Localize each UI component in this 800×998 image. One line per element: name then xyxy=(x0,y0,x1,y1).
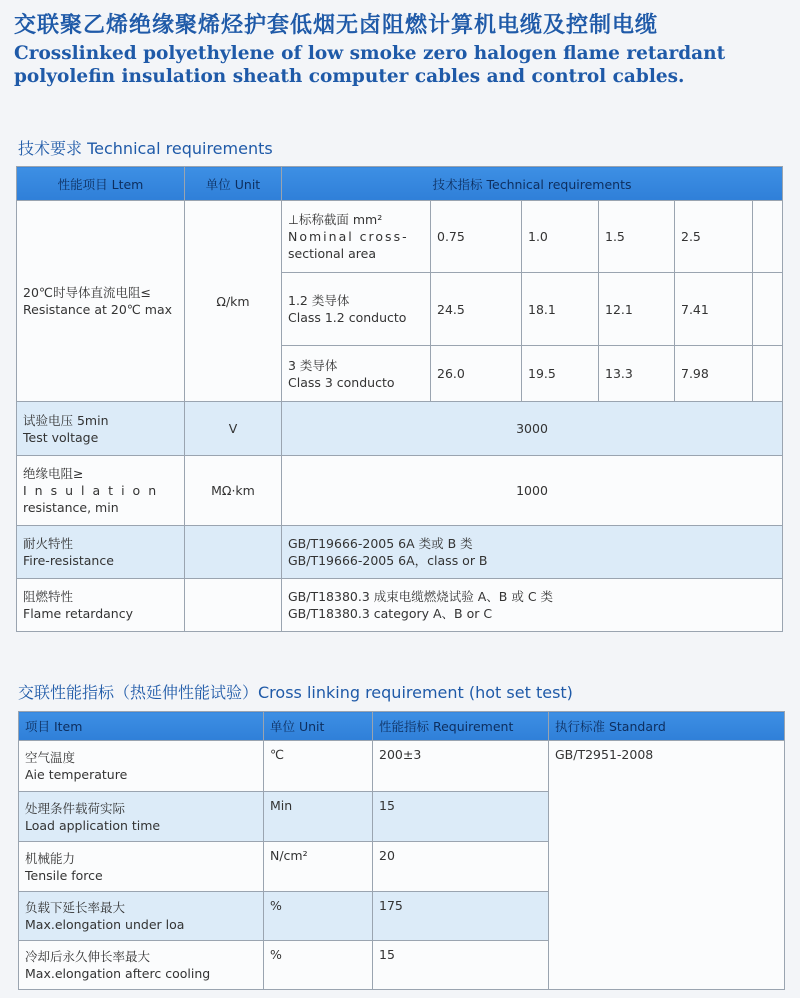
area-value-4: 2.5 xyxy=(675,201,753,273)
fire-resistance-unit xyxy=(185,526,282,579)
title-chinese: 交联聚乙烯绝缘聚烯烃护套低烟无卤阻燃计算机电缆及控制电缆 xyxy=(14,12,659,38)
tensile-force-value: 20 xyxy=(373,842,549,892)
elongation-load-unit: % xyxy=(264,892,373,941)
class12-label: 1.2 类导体 Class 1.2 conducto xyxy=(282,273,431,346)
technical-requirements-table xyxy=(16,166,783,632)
area-value-2: 1.0 xyxy=(522,201,599,273)
crosslinking-table xyxy=(18,711,785,990)
elongation-cooling-value: 15 xyxy=(373,941,549,990)
header-item: 性能项目 Ltem xyxy=(17,167,185,201)
section-title-crosslinking: 交联性能指标（热延伸性能试验）Cross linking requirement (hot set test) xyxy=(18,683,573,702)
air-temperature-value: 200±3 xyxy=(373,741,549,792)
section-title-technical: 技术要求 Technical requirements xyxy=(18,139,273,158)
class3-value-1: 26.0 xyxy=(431,346,522,402)
air-temperature-unit: ℃ xyxy=(264,741,373,792)
title-english-line2: polyolefin insulation sheath computer cables and control cables. xyxy=(14,66,685,87)
tensile-force-label: 机械能力 Tensile force xyxy=(19,842,264,892)
header2-unit: 单位 Unit xyxy=(264,712,373,741)
elongation-load-value: 175 xyxy=(373,892,549,941)
flame-retardancy-label: 阻燃特性 Flame retardancy xyxy=(17,579,185,632)
elongation-load-label: 负载下延长率最大 Max.elongation under loa xyxy=(19,892,264,941)
area-value-1: 0.75 xyxy=(431,201,522,273)
flame-retardancy-unit xyxy=(185,579,282,632)
class12-extra-cell xyxy=(753,273,783,346)
class3-label: 3 类导体 Class 3 conducto xyxy=(282,346,431,402)
class12-value-2: 18.1 xyxy=(522,273,599,346)
air-temperature-label: 空气温度 Aie temperature xyxy=(19,741,264,792)
header2-item: 项目 Item xyxy=(19,712,264,741)
insulation-value: 1000 xyxy=(282,456,783,526)
class3-value-3: 13.3 xyxy=(599,346,675,402)
insulation-unit: MΩ·km xyxy=(185,456,282,526)
load-time-label: 处理条件载荷实际 Load application time xyxy=(19,792,264,842)
fire-resistance-value: GB/T19666-2005 6A 类或 B 类 GB/T19666-2005 6A，class or B xyxy=(282,526,783,579)
elongation-cooling-label: 冷却后永久伸长率最大 Max.elongation afterc cooling xyxy=(19,941,264,990)
title-english-line1: Crosslinked polyethylene of low smoke zero halogen flame retardant xyxy=(14,43,726,64)
area-value-3: 1.5 xyxy=(599,201,675,273)
resistance-label: 20℃时导体直流电阻≤ Resistance at 20℃ max xyxy=(17,201,185,402)
load-time-unit: Min xyxy=(264,792,373,842)
elongation-cooling-unit: % xyxy=(264,941,373,990)
class12-value-3: 12.1 xyxy=(599,273,675,346)
test-voltage-label: 试验电压 5min Test voltage xyxy=(17,402,185,456)
flame-retardancy-value: GB/T18380.3 成束电缆燃烧试验 A、B 或 C 类 GB/T18380.3 category A、B or C xyxy=(282,579,783,632)
area-label: ⊥标称截面 mm² Nominal cross- sectional area xyxy=(282,201,431,273)
header-requirements: 技术指标 Technical requirements xyxy=(282,167,783,201)
header-unit: 单位 Unit xyxy=(185,167,282,201)
header2-standard: 执行标准 Standard xyxy=(549,712,785,741)
fire-resistance-label: 耐火特性 Fire-resistance xyxy=(17,526,185,579)
resistance-unit: Ω/km xyxy=(185,201,282,402)
class12-value-4: 7.41 xyxy=(675,273,753,346)
standard-value: GB/T2951-2008 xyxy=(549,741,785,990)
area-extra-cell xyxy=(753,201,783,273)
class3-extra-cell xyxy=(753,346,783,402)
load-time-value: 15 xyxy=(373,792,549,842)
header2-requirement: 性能指标 Requirement xyxy=(373,712,549,741)
test-voltage-unit: V xyxy=(185,402,282,456)
test-voltage-value: 3000 xyxy=(282,402,783,456)
insulation-label: 绝缘电阻≥ Insulation resistance, min xyxy=(17,456,185,526)
tensile-force-unit: N/cm² xyxy=(264,842,373,892)
class12-value-1: 24.5 xyxy=(431,273,522,346)
title-english xyxy=(14,42,794,88)
class3-value-2: 19.5 xyxy=(522,346,599,402)
class3-value-4: 7.98 xyxy=(675,346,753,402)
